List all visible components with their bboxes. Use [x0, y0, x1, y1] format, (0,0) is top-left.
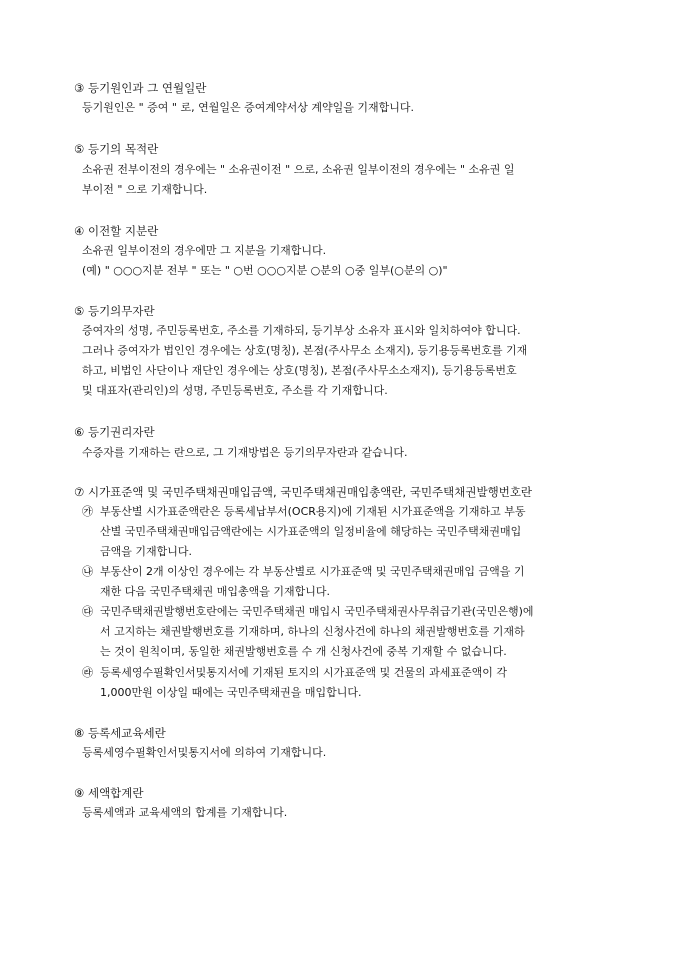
section-text-line: 부이전 " 으로 기재합니다. [82, 183, 208, 196]
section-heading: ⑤ 등기의 목적란 [74, 142, 159, 156]
section-text-line: 그러나 증여자가 법인인 경우에는 상호(명칭), 본점(주사무소 소재지), 등기용등록번호를 기재 [82, 344, 528, 357]
section-text-line: 등록세영수필확인서및통지서에 의하여 기재합니다. [82, 746, 327, 759]
subitem-marker: ㉱ [82, 666, 93, 679]
section-heading: ④ 이전할 지분란 [74, 224, 159, 238]
subitem-text-line: 등록세영수필확인서및통지서에 기재된 토지의 시가표준액 및 건물의 과세표준액이 각 [100, 666, 508, 679]
subitem-text-line: 국민주택채권발행번호란에는 국민주택채권 매입시 국민주택채권사무취급기관(국민은행)에 [100, 605, 534, 618]
subitem-text-line: 산별 국민주택채권매입금액란에는 시가표준액의 일정비율에 해당하는 국민주택채권매입 [100, 525, 522, 538]
section-heading: ⑨ 세액합계란 [74, 786, 144, 800]
subitem-text-line: 부동산이 2개 이상인 경우에는 각 부동산별로 시가표준액 및 국민주택채권매입 금액을 기 [100, 565, 525, 578]
section-text-line: 소유권 전부이전의 경우에는 " 소유권이전 " 으로, 소유권 일부이전의 경우에는 " 소유권 일 [82, 163, 515, 176]
section-heading: ⑤ 등기의무자란 [74, 304, 155, 318]
section-heading: ⑦ 시가표준액 및 국민주택채권매입금액, 국민주택채권매입총액란, 국민주택채권발행번호란 [74, 485, 533, 499]
section-text-line: 증여자의 성명, 주민등록번호, 주소를 기재하되, 등기부상 소유자 표시와 일치하여야 합니다. [82, 324, 521, 337]
subitem-marker: ㉰ [82, 605, 93, 618]
section-text-line: 소유권 일부이전의 경우에만 그 지분을 기재합니다. [82, 244, 327, 257]
subitem-marker: ㉮ [82, 505, 93, 518]
subitem-text-line: 1,000만원 이상일 때에는 국민주택채권을 매입합니다. [100, 686, 362, 699]
subitem-text-line: 서 고지하는 채권발행번호를 기재하며, 하나의 신청사건에 하나의 채권발행번호를 기재하 [100, 625, 525, 638]
section-text-line: 등록세액과 교육세액의 합계를 기재합니다. [82, 806, 288, 819]
section-text-line: 하고, 비법인 사단이나 재단인 경우에는 상호(명칭), 본점(주사무소소재지), 등기용등록번호 [82, 364, 517, 377]
section-heading: ⑧ 등록세교육세란 [74, 726, 166, 740]
subitem-text-line: 는 것이 원칙이며, 동일한 채권발행번호를 수 개 신청사건에 중복 기재할 수 없습니다. [100, 645, 507, 658]
section-text-line: 수증자를 기재하는 란으로, 그 기재방법은 등기의무자란과 같습니다. [82, 446, 408, 459]
section-heading: ③ 등기원인과 그 연월일란 [74, 81, 207, 95]
section-text-line: 등기원인은 " 증여 " 로, 연월일은 증여계약서상 계약일을 기재합니다. [82, 101, 414, 114]
subitem-text-line: 재한 다음 국민주택채권 매입총액을 기재합니다. [100, 585, 331, 598]
section-text-line: (예) " ○○○지분 전부 " 또는 " ○번 ○○○지분 ○분의 ○중 일부(○분의 ○)" [82, 264, 448, 277]
subitem-text-line: 금액을 기재합니다. [100, 545, 193, 558]
subitem-text-line: 부동산별 시가표준액란은 등록세납부서(OCR용지)에 기재된 시가표준액을 기재하고 부동 [100, 505, 526, 518]
subitem-marker: ㉯ [82, 565, 93, 578]
section-text-line: 및 대표자(관리인)의 성명, 주민등록번호, 주소를 각 기재합니다. [82, 384, 388, 397]
section-heading: ⑥ 등기권리자란 [74, 425, 155, 439]
